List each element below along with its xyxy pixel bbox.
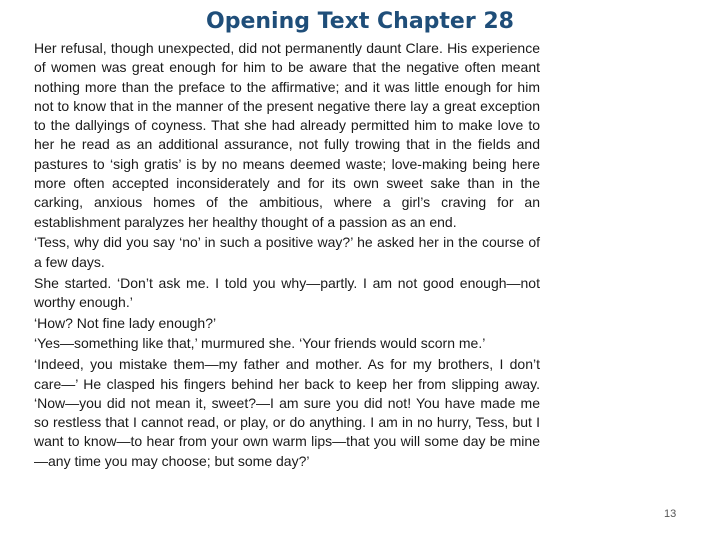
page-number: 13 [664, 508, 677, 520]
paragraph-dialogue: ‘Indeed, you mistake them—my father and mother. As for my brothers, I don’t care—’ He clasped his fingers behind her back to keep her from slipping away. ‘Now—you did not mean it, sweet?—I am sure you did not! You have made me so restless that I cannot read, or play, or do anything. I am in no hurry, Tess, but I want to know—to hear from your own warm lips—that you will some day be mine—any time you may choose; but some day?’ [34, 356, 540, 469]
body-text [34, 39, 540, 473]
paragraph-dialogue: ‘Yes—something like that,’ murmured she. ‘Your friends would scorn me.’ [34, 335, 486, 352]
paragraph-dialogue: ‘How? Not fine lady enough?’ [34, 314, 217, 331]
paragraph-dialogue: ‘Tess, why did you say ‘no’ in such a positive way?’ he asked her in the course of a few days. [34, 234, 540, 270]
slide-title: Opening Text Chapter 28 [206, 9, 514, 34]
paragraph-dialogue: She started. ‘Don’t ask me. I told you why—partly. I am not good enough—not worthy enough.’ [34, 274, 540, 310]
paragraph-narration: Her refusal, though unexpected, did not permanently daunt Clare. His experience of women was great enough for him to be aware that the negative often meant nothing more than the preface to the affirmative; and it was little enough for him not to know that in the manner of the present negative there lay a great exception to the dallyings of coyness. That she had already permitted him to make love to her he read as an additional assurance, not fully trowing that in the fields and pastures to ‘sigh gratis’ is by no means deemed waste; love-making being here more often accepted inconsiderately and for its own sweet sake than in the carking, anxious homes of the ambitious, where a girl’s craving for an establishment paralyzes her healthy thought of a passion as an end. [34, 40, 540, 230]
